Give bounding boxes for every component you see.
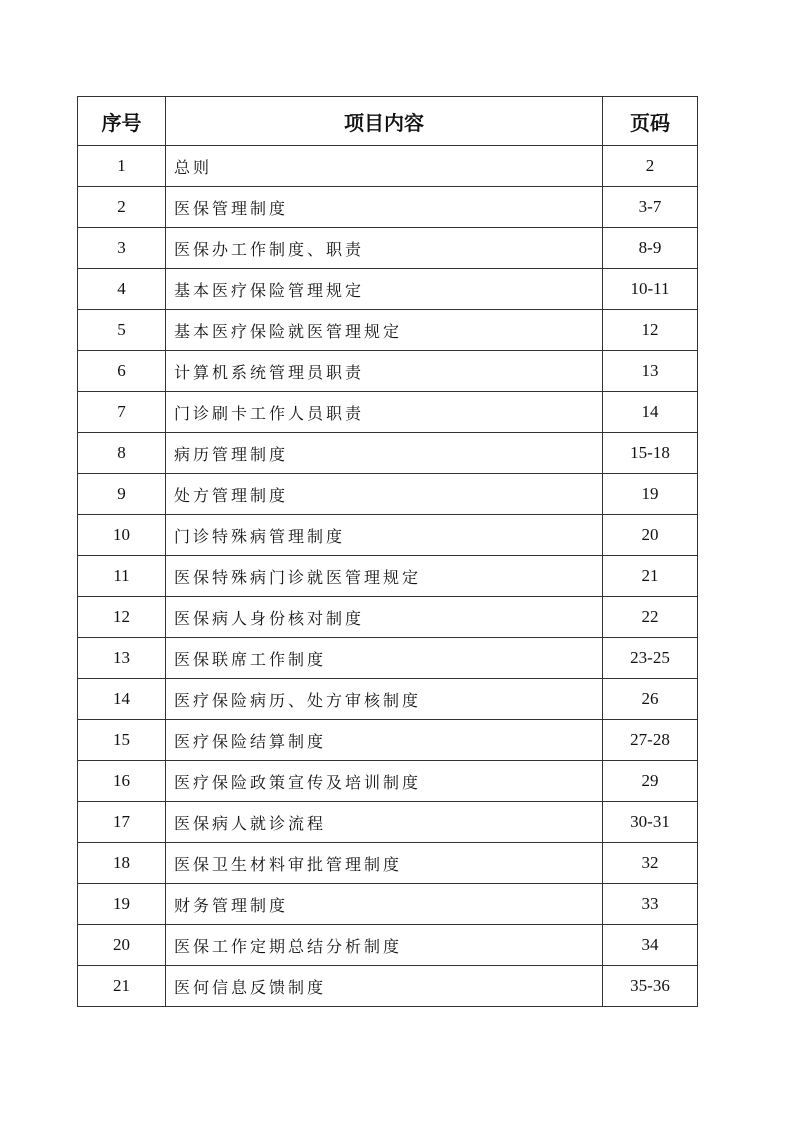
row-page: 13 (603, 351, 698, 392)
row-title: 医保病人身份核对制度 (166, 597, 603, 638)
row-title: 门诊刷卡工作人员职责 (166, 392, 603, 433)
table-row (78, 269, 698, 310)
table-row (78, 966, 698, 1007)
row-number: 17 (78, 802, 166, 843)
row-title: 病历管理制度 (166, 433, 603, 474)
row-title: 医保联席工作制度 (166, 638, 603, 679)
row-number: 5 (78, 310, 166, 351)
table-row (78, 556, 698, 597)
row-page: 15-18 (603, 433, 698, 474)
row-title: 计算机系统管理员职责 (166, 351, 603, 392)
header-content: 项目内容 (166, 97, 603, 146)
row-title: 医保卫生材料审批管理制度 (166, 843, 603, 884)
row-page: 19 (603, 474, 698, 515)
table-row (78, 884, 698, 925)
row-title: 医保管理制度 (166, 187, 603, 228)
header-number: 序号 (78, 97, 166, 146)
row-number: 3 (78, 228, 166, 269)
row-number: 21 (78, 966, 166, 1007)
header-row (78, 97, 698, 146)
row-number: 19 (78, 884, 166, 925)
row-page: 23-25 (603, 638, 698, 679)
row-title: 医保特殊病门诊就医管理规定 (166, 556, 603, 597)
table-row (78, 474, 698, 515)
row-page: 12 (603, 310, 698, 351)
row-page: 29 (603, 761, 698, 802)
row-page: 33 (603, 884, 698, 925)
row-number: 6 (78, 351, 166, 392)
row-title: 基本医疗保险管理规定 (166, 269, 603, 310)
row-number: 13 (78, 638, 166, 679)
row-title: 财务管理制度 (166, 884, 603, 925)
row-page: 14 (603, 392, 698, 433)
row-number: 12 (78, 597, 166, 638)
row-number: 8 (78, 433, 166, 474)
table-row (78, 720, 698, 761)
row-page: 22 (603, 597, 698, 638)
table-row (78, 433, 698, 474)
table-row (78, 228, 698, 269)
row-number: 1 (78, 146, 166, 187)
row-number: 4 (78, 269, 166, 310)
row-title: 医何信息反馈制度 (166, 966, 603, 1007)
row-number: 18 (78, 843, 166, 884)
toc-table (77, 96, 698, 1007)
table-row (78, 638, 698, 679)
table-row (78, 310, 698, 351)
row-number: 20 (78, 925, 166, 966)
table-row (78, 146, 698, 187)
row-title: 医保办工作制度、职责 (166, 228, 603, 269)
row-title: 医保病人就诊流程 (166, 802, 603, 843)
row-number: 16 (78, 761, 166, 802)
row-page: 32 (603, 843, 698, 884)
table-row (78, 925, 698, 966)
row-number: 11 (78, 556, 166, 597)
row-page: 30-31 (603, 802, 698, 843)
row-page: 3-7 (603, 187, 698, 228)
table-row (78, 843, 698, 884)
header-page: 页码 (603, 97, 698, 146)
row-title: 处方管理制度 (166, 474, 603, 515)
table-row (78, 351, 698, 392)
row-page: 20 (603, 515, 698, 556)
row-page: 34 (603, 925, 698, 966)
row-page: 2 (603, 146, 698, 187)
row-title: 医疗保险病历、处方审核制度 (166, 679, 603, 720)
table-row (78, 679, 698, 720)
row-title: 医保工作定期总结分析制度 (166, 925, 603, 966)
row-page: 27-28 (603, 720, 698, 761)
row-number: 7 (78, 392, 166, 433)
row-number: 10 (78, 515, 166, 556)
row-title: 总则 (166, 146, 603, 187)
row-page: 35-36 (603, 966, 698, 1007)
table-row (78, 187, 698, 228)
row-title: 医疗保险政策宣传及培训制度 (166, 761, 603, 802)
table-row (78, 392, 698, 433)
row-number: 9 (78, 474, 166, 515)
table-row (78, 597, 698, 638)
row-page: 8-9 (603, 228, 698, 269)
toc-table-header (78, 97, 698, 146)
row-page: 10-11 (603, 269, 698, 310)
row-number: 15 (78, 720, 166, 761)
table-row (78, 761, 698, 802)
table-row (78, 515, 698, 556)
row-number: 2 (78, 187, 166, 228)
row-page: 21 (603, 556, 698, 597)
row-page: 26 (603, 679, 698, 720)
row-title: 基本医疗保险就医管理规定 (166, 310, 603, 351)
row-title: 医疗保险结算制度 (166, 720, 603, 761)
row-number: 14 (78, 679, 166, 720)
toc-table-body (78, 146, 698, 1007)
table-row (78, 802, 698, 843)
row-title: 门诊特殊病管理制度 (166, 515, 603, 556)
